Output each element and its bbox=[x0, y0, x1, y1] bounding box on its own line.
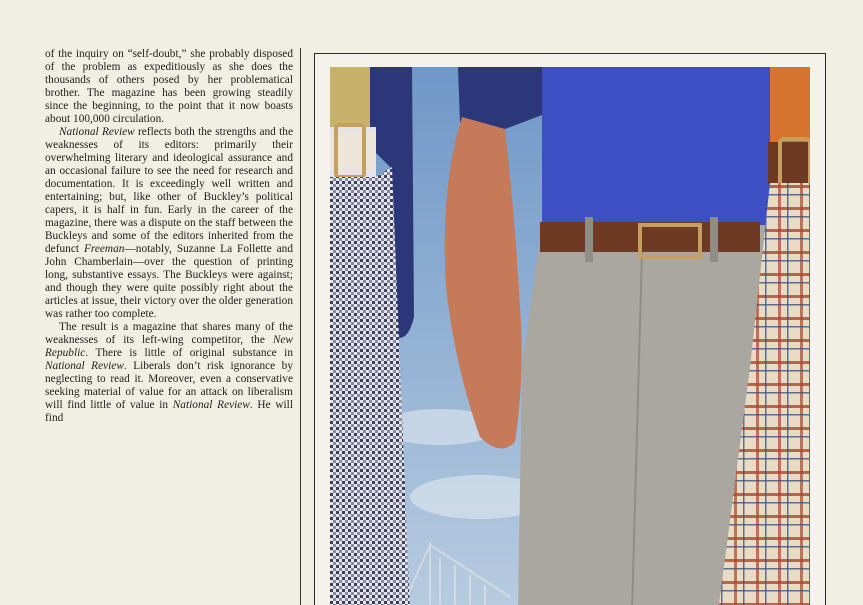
paragraph-3 bbox=[45, 321, 293, 425]
italic-title-text: Freeman bbox=[83, 243, 125, 255]
body-text-run: The result is a magazine that shares many of the weaknesses of its left-wing competitor, the bbox=[45, 321, 293, 346]
body-text-run: . He will find bbox=[45, 399, 293, 424]
belt-loop bbox=[585, 217, 593, 262]
article-text-column bbox=[45, 48, 293, 605]
italic-title-text: National Review bbox=[45, 360, 124, 372]
fashion-photograph bbox=[330, 67, 810, 605]
body-text-run: of the inquiry on “self-doubt,” she probably disposed of the problem as expeditiously as she does the thousands of others posed by her problematical brother. The magazine has been growing steadily since the beginning, to the point that it now boasts about 100,000 circulation. bbox=[45, 48, 293, 125]
right-man-orange-shirt bbox=[770, 67, 810, 147]
body-text-run: reflects both the strengths and the weaknesses of its editors: primarily their overwhelming literary and ideological assurance and an occasional failure to see the need for research and documentation. It is exceedingly well written and entertaining; but, like other of Buckley’s political capers, it is half in fun. Early in the career of the magazine, there was a dispute on the staff between the Buckleys and some of the editors inherited from the defunct bbox=[45, 126, 293, 255]
body-text-run: . Liberals don’t risk ignorance by neglecting to read it. Moreover, even a conservative seeking material of value for an attack on liberalism will find little of value in bbox=[45, 360, 293, 411]
paragraph-2 bbox=[45, 126, 293, 321]
paragraph-1 bbox=[45, 48, 293, 126]
center-man-blue-shirt bbox=[542, 67, 774, 227]
column-divider-rule bbox=[300, 48, 301, 605]
belt-loop bbox=[710, 217, 718, 262]
italic-title-text: National Review bbox=[59, 126, 135, 138]
italic-title-text: National Review bbox=[172, 399, 250, 411]
italic-title-text: New Republic bbox=[45, 334, 293, 359]
right-man-belt bbox=[768, 142, 810, 184]
body-text-run: . There is little of original substance in bbox=[85, 347, 293, 359]
body-text-run: —notably, Suzanne La Follette and John Chamberlain—over the question of printing long, substantive essays. The Buckleys were against; and though they were quite possibly right about the articles at issue, their victory over the older generation was rather too complete. bbox=[45, 243, 293, 320]
